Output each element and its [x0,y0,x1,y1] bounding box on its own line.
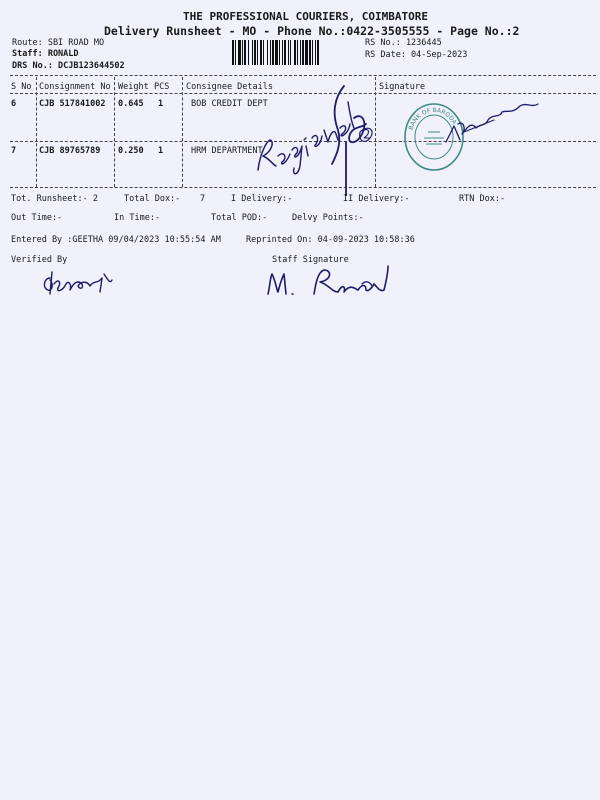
barcode-bar [272,40,274,65]
delvy-points: Delvy Points:- [292,213,364,223]
header-consignment: Consignment No [39,82,111,92]
barcode-bar [302,40,304,65]
barcode-bar [282,40,283,65]
barcode-bar [315,40,316,65]
header-pcs: PCS [154,82,170,92]
barcode-bar [305,40,308,65]
header-sno: S No [11,82,32,92]
out-time: Out Time:- [11,213,63,223]
staff-signature-label: Staff Signature [272,255,349,265]
header-consignee: Consignee Details [186,82,273,92]
barcode [232,40,359,65]
drs-number: DRS No.: DCJB123644502 [12,61,125,71]
barcode-bar [300,40,301,65]
barcode-bar [254,40,256,65]
barcode-bar [288,40,289,65]
barcode-bar [297,40,298,65]
barcode-bar [270,40,271,65]
header-signature: Signature [379,82,426,92]
i-delivery: I Delivery:- [231,194,293,204]
table-row-consignee: BOB CREDIT DEPT [191,99,268,109]
header-weight: Weight [118,82,149,92]
table-row-pcs: 1 [158,99,164,109]
total-pod: Total POD:- [211,213,268,223]
handwritten-regional-signature [250,84,550,196]
table-row-pcs: 1 [158,146,164,156]
table-row-sno: 6 [11,99,17,109]
barcode-bar [252,40,253,65]
barcode-bar [317,40,319,65]
barcode-bar [309,40,311,65]
in-time: In Time:- [114,213,161,223]
table-row-consignment: CJB 89765789 [39,146,101,156]
route-label: Route: SBI ROAD MO [12,38,105,48]
reprinted-on: Reprinted On: 04-09-2023 10:58:36 [246,235,415,245]
table-top-rule [10,75,596,76]
barcode-bar [238,40,241,65]
runsheet-title: Delivery Runsheet - MO - Phone No.:0422-3505555 - Page No.:2 [104,24,520,38]
table-row-weight: 0.250 [118,146,144,156]
barcode-bar [279,40,280,65]
total-dox: Total Dox:- [124,194,181,204]
barcode-bar [248,40,249,65]
staff-label: Staff: RONALD [12,49,79,59]
barcode-bar [257,40,258,65]
barcode-bar [290,40,291,65]
barcode-bar [242,40,243,65]
table-row-sno: 7 [11,146,17,156]
rs-number: RS No.: 1236445 [365,38,442,48]
barcode-bar [294,40,296,65]
barcode-bar [244,40,246,65]
barcode-bar [275,40,278,65]
barcode-bar [267,40,268,65]
col-divider [36,77,37,187]
staff-signature [262,262,402,302]
svg-text:BANK OF BARODA: BANK OF BARODA [407,106,458,131]
col-divider [114,77,115,187]
rtn-dox: RTN Dox:- [459,194,506,204]
verified-by-label: Verified By [11,255,68,265]
barcode-bar [232,40,234,65]
verifier-signature [40,266,120,300]
barcode-bar [284,40,286,65]
total-dox-value: 7 [200,194,206,204]
ii-delivery: II Delivery:- [343,194,410,204]
table-row-consignee: HRM DEPARTMENT [191,146,263,156]
company-title: THE PROFESSIONAL COURIERS, COIMBATORE [183,10,429,23]
table-row-weight: 0.645 [118,99,144,109]
barcode-bar [260,40,262,65]
rs-date: RS Date: 04-Sep-2023 [365,50,468,60]
entered-by: Entered By :GEETHA 09/04/2023 10:55:54 AM [11,235,221,245]
barcode-bar [263,40,264,65]
barcode-bar [235,40,236,65]
table-row-consignment: CJB 517841002 [39,99,106,109]
tot-runsheet: Tot. Runsheet:- 2 [11,194,98,204]
col-divider [182,77,183,187]
barcode-bar [312,40,313,65]
